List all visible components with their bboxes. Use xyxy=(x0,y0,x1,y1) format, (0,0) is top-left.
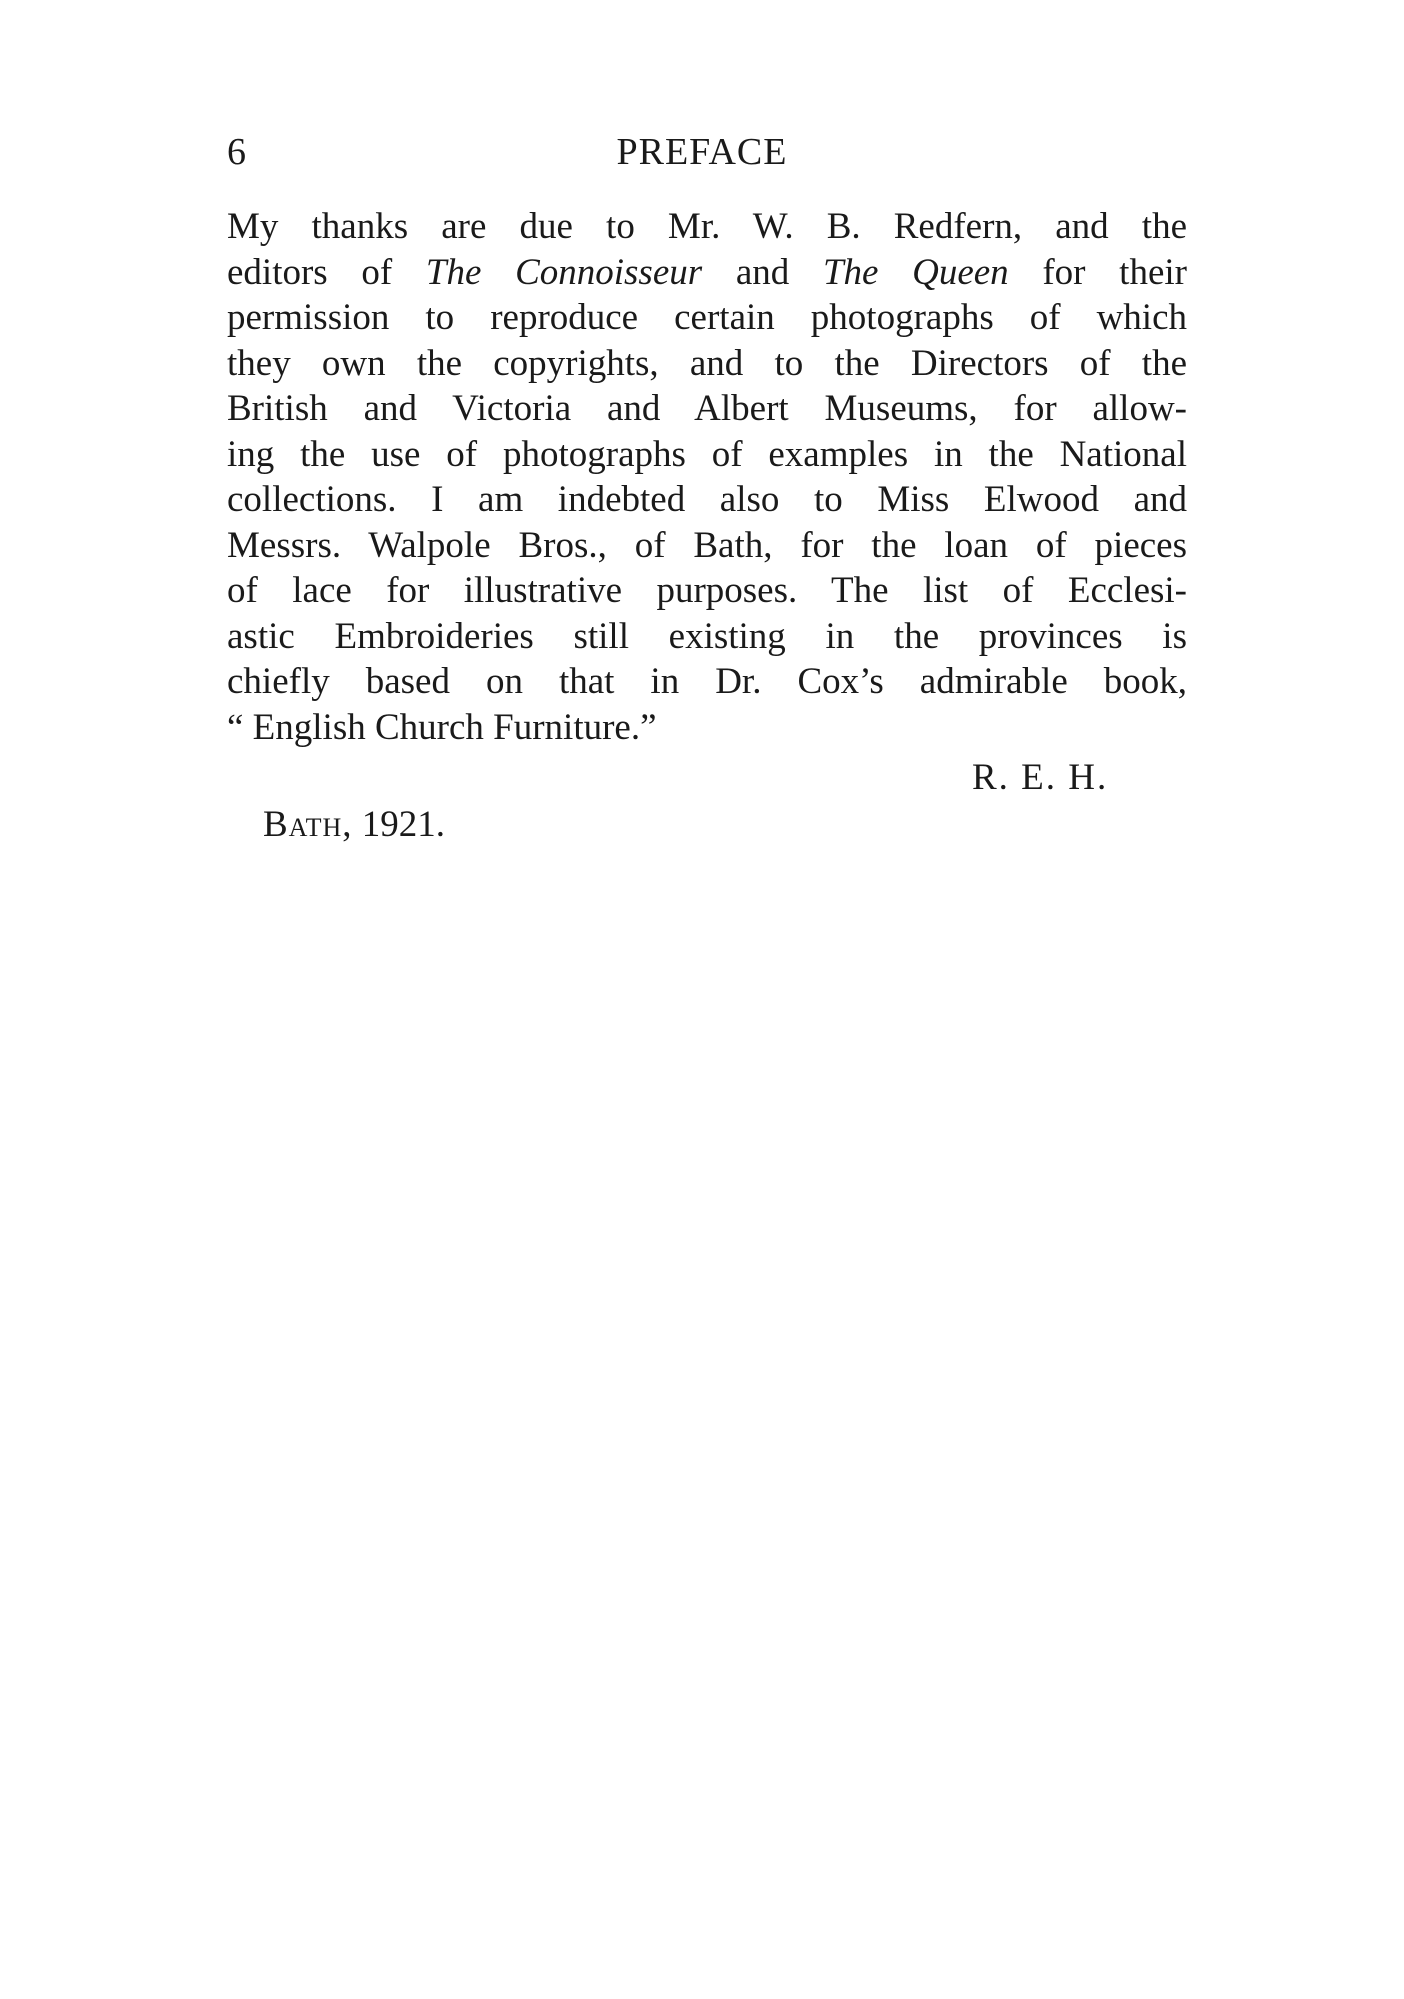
text-line: chiefly based on that in Dr. Cox’s admirable book, xyxy=(227,661,1187,702)
text-line: ing the use of photographs of examples in the National xyxy=(227,433,1187,475)
text-line: “ English Church Furniture.” xyxy=(227,706,657,748)
running-head: PREFACE xyxy=(616,131,788,173)
text-line: editors of The Connoisseur and The Queen for their xyxy=(227,251,1187,293)
signature-initials: R. E. H. xyxy=(972,757,1109,798)
text-line: permission to reproduce certain photographs of which xyxy=(227,297,1187,338)
dateline xyxy=(263,802,445,848)
page-number: 6 xyxy=(227,131,246,173)
text-line: of lace for illustrative purposes. The list of Ecclesi- xyxy=(227,570,1187,611)
text-line: collections. I am indebted also to Miss Elwood and xyxy=(227,479,1187,520)
italic-title: The Queen xyxy=(822,251,1009,293)
italic-title: The Connoisseur xyxy=(425,251,703,293)
preface-paragraph xyxy=(227,204,1187,750)
dateline-place: Bath, xyxy=(263,804,353,845)
text-line: My thanks are due to Mr. W. B. Redfern, and the xyxy=(227,206,1187,247)
text-line: astic Embroideries still existing in the provinces is xyxy=(227,615,1187,657)
text-line: Messrs. Walpole Bros., of Bath, for the loan of pieces xyxy=(227,524,1187,566)
text-line: British and Victoria and Albert Museums, for allow- xyxy=(227,388,1187,429)
dateline-year: 1921. xyxy=(361,804,445,845)
text-line: they own the copyrights, and to the Directors of the xyxy=(227,342,1187,384)
